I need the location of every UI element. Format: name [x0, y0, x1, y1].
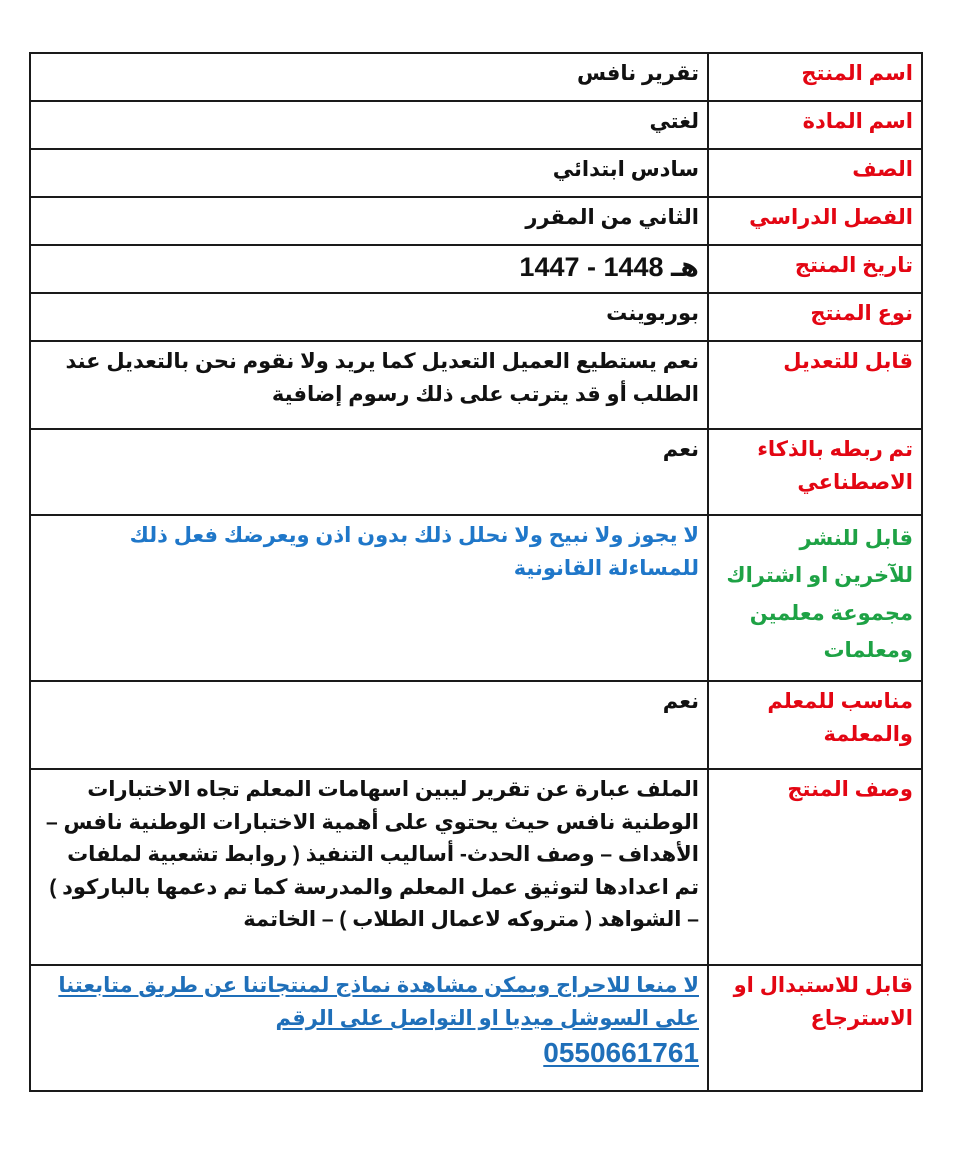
table-row-suitable [30, 681, 922, 769]
editable-label: قابل للتعديل [708, 341, 922, 429]
product-name-label: اسم المنتج [708, 53, 922, 101]
date-cell [30, 245, 708, 293]
term-label: الفصل الدراسي [708, 197, 922, 245]
term-value: الثاني من المقرر [30, 197, 708, 245]
exchange-label: قابل للاستبدال او الاسترجاع [708, 965, 922, 1091]
description-value: الملف عبارة عن تقرير ليبين اسهامات المعلم تجاه الاختبارات الوطنية نافس حيث يحتوي على أهمية الاختبارات الوطنية نافس – الأهداف – وصف الحدث- أساليب التنفيذ ( روابط تشعبية لملفات تم اعدادها لتوثيق عمل المعلم والمدرسة كما تم دعمها بالباركود ) – الشواهد ( متروكه لاعمال الطلاب ) – الخاتمة [30, 769, 708, 965]
date-value: 1447 - 1448 هـ [519, 252, 699, 282]
product-name-value: تقرير نافس [30, 53, 708, 101]
ai-linked-value: نعم [30, 429, 708, 515]
exchange-value[interactable]: لا منعا للاحراج ويمكن مشاهدة نماذج لمنتجاتنا عن طريق متابعتنا على السوشل ميديا او التواصل على الرقم [58, 974, 699, 1030]
product-card [29, 52, 923, 1092]
grade-value: سادس ابتدائي [30, 149, 708, 197]
table-row-type [30, 293, 922, 341]
ai-linked-label: تم ربطه بالذكاء الاصطناعي [708, 429, 922, 515]
date-label: تاريخ المنتج [708, 245, 922, 293]
product-info-table [29, 52, 923, 1092]
type-value: بوربوينت [30, 293, 708, 341]
contact-phone-link[interactable]: 0550661761 [543, 1037, 699, 1069]
exchange-cell[interactable] [30, 965, 708, 1091]
editable-value: نعم يستطيع العميل التعديل كما يريد ولا نقوم نحن بالتعديل عند الطلب أو قد يترتب على ذلك رسوم إضافية [30, 341, 708, 429]
table-row-exchange [30, 965, 922, 1091]
suitable-label: مناسب للمعلم والمعلمة [708, 681, 922, 769]
grade-label: الصف [708, 149, 922, 197]
subject-label: اسم المادة [708, 101, 922, 149]
suitable-value: نعم [30, 681, 708, 769]
table-row-ai-linked [30, 429, 922, 515]
table-row-term [30, 197, 922, 245]
table-row-grade [30, 149, 922, 197]
shareable-value: لا يجوز ولا نبيح ولا نحلل ذلك بدون اذن ويعرضك فعل ذلك للمساءلة القانونية [30, 515, 708, 681]
table-row-subject [30, 101, 922, 149]
table-row-date [30, 245, 922, 293]
table-row-editable [30, 341, 922, 429]
subject-value: لغتي [30, 101, 708, 149]
shareable-label: قابل للنشر للآخرين او اشتراك مجموعة معلمين ومعلمات [708, 515, 922, 681]
table-row-description [30, 769, 922, 965]
table-row-shareable [30, 515, 922, 681]
description-label: وصف المنتج [708, 769, 922, 965]
type-label: نوع المنتج [708, 293, 922, 341]
table-row-product-name [30, 53, 922, 101]
